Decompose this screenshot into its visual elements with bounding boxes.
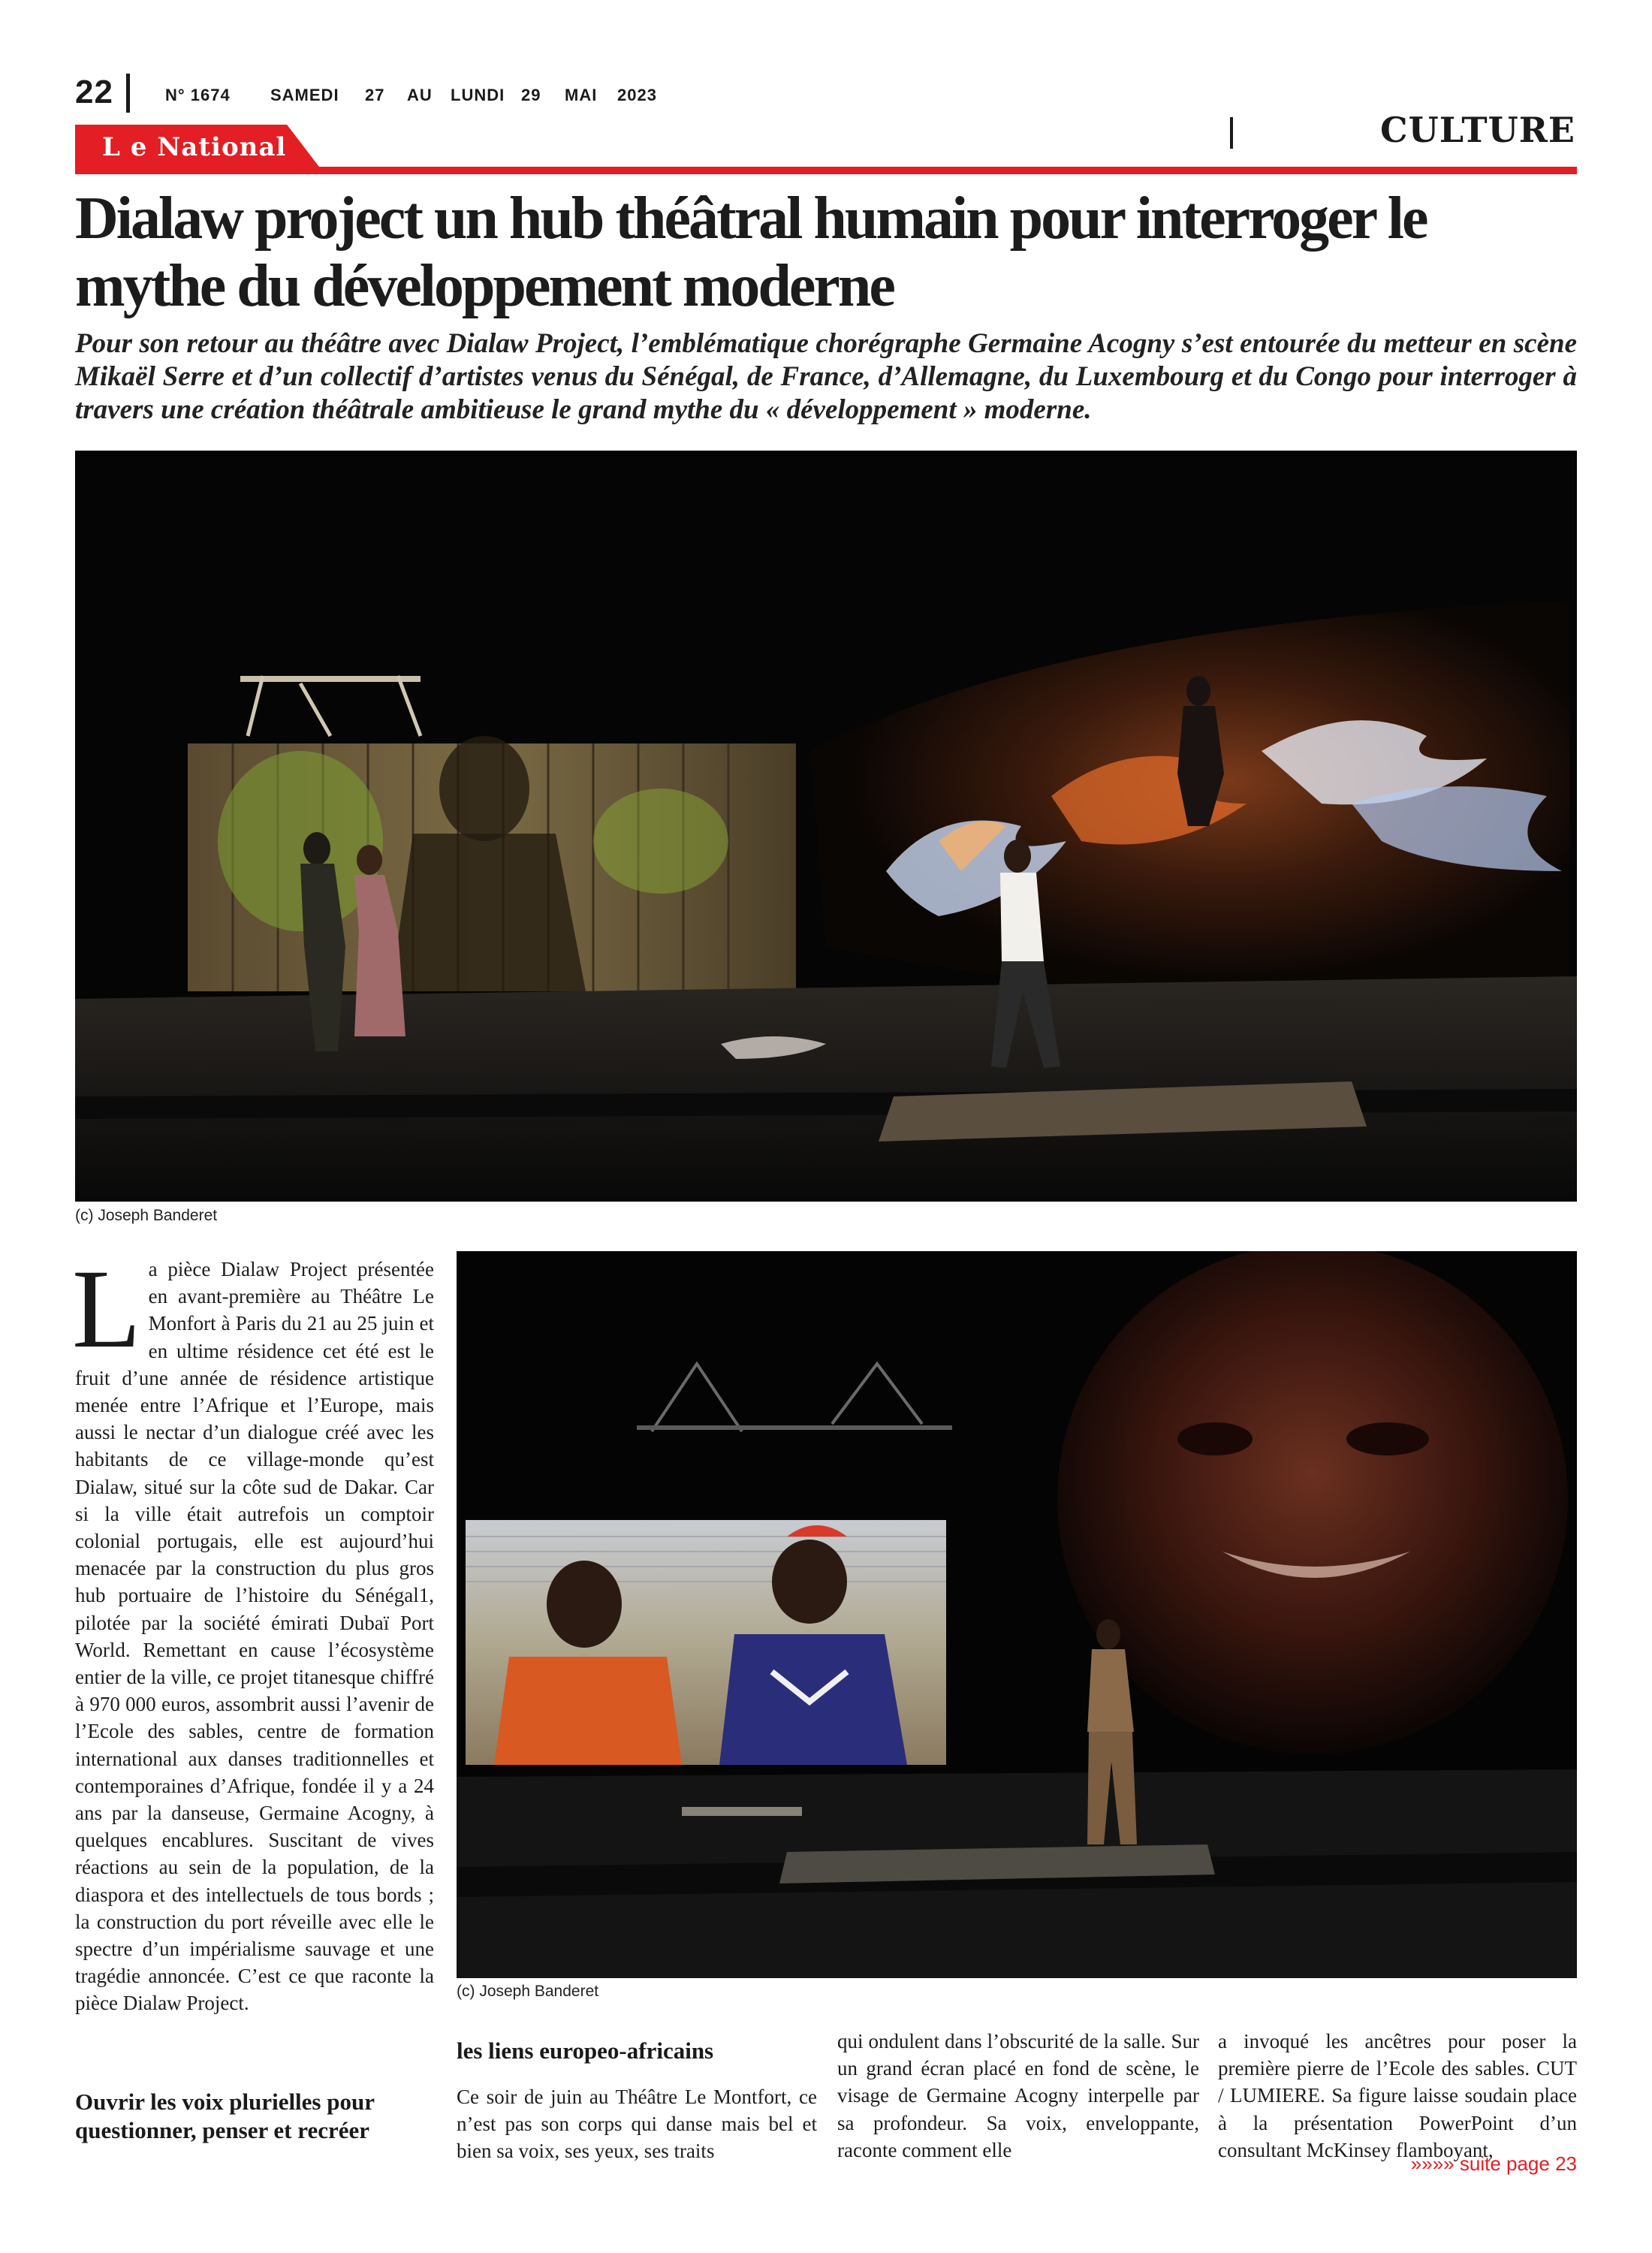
article-headline: Dialaw project un hub théâtral humain pour interroger le mythe du développement moderne — [75, 185, 1427, 319]
header-rule — [75, 167, 1577, 174]
page-number: 22 — [75, 74, 113, 110]
issue-day-start: SAMEDI — [270, 86, 339, 104]
subheading-2: les liens europeo-africains — [457, 2037, 714, 2064]
section-title: CULTURE — [1380, 110, 1575, 150]
photo2-caption: (c) Joseph Banderet — [457, 1983, 599, 2000]
section-divider — [1230, 117, 1233, 149]
issue-date-start: 27 — [365, 86, 385, 104]
issue-date-end: 29 — [521, 86, 541, 104]
issue-number: N° 1674 — [165, 86, 231, 104]
issue-day-end: LUNDI — [451, 86, 505, 104]
issue-month: MAI — [565, 86, 598, 104]
article-lede: Pour son retour au théâtre avec Dialaw Project, l’emblématique chorégraphe Germaine Acogny s’est entourée du metteur en scène Mikaël Serre et d’un collectif d’artistes venus du Sénégal, de France, d’Allemagne, du Luxembourg et du Congo pour interroger à travers une création théâtrale ambitieuse le grand mythe du « développement » moderne. — [75, 328, 1577, 425]
article-body-col1: a pièce Dialaw Project présentée en avant-première au Théâtre Le Monfort à Paris du 21 au 25 juin et en ultime résidence cet été est le fruit d’une année de résidence artistique menée entre l’Afrique et l’Europe, mais aussi le nectar d’un dialogue créé avec les habitants de ce village-monde qu’est Dialaw, situé sur la côte sud de Dakar. Car si la ville était autrefois un comptoir colonial portugais, elle est aujourd’hui menacée par la construction du plus gros hub portuaire de l’histoire du Sénégal1, pilotée par la société émirati Dubaï Port World. Remettant en cause l’écosystème entier de la ville, ce projet titanesque chiffré à 970 000 euros, assombrit aussi l’avenir de l’Ecole des sables, centre de formation international aux danses traditionnelles et contemporaines d’Afrique, fondée il y a 24 ans par la danseuse, Germaine Acogny, à quelques encablures. Suscitant de vives réactions au sein de la population, de la diaspora et des intellectuels de tous bords ; la construction du port réveille avec elle le spectre d’un impérialisme sauvage et une tragédie annoncée. C’est ce que raconte la pièce Dialaw Project. — [75, 1258, 434, 2015]
article-body-col3: qui ondulent dans l’obscurité de la salle. Sur un grand écran placé en fond de scène, le visage de Germaine Acogny interpelle par sa profondeur. Sa voix, enveloppante, raconte comment elle — [837, 2030, 1199, 2161]
page-number-divider — [126, 74, 130, 113]
subheading-1: Ouvrir les voix plurielles pour questionner, penser et recréer — [75, 2089, 375, 2143]
stage-photo-screen — [457, 1251, 1577, 1978]
article-body-col4: a invoqué les ancêtres pour poser la première pierre de l’Ecole des sables. CUT / LUMIERE. Sa figure laisse soudain place à la présentation PowerPoint d’un consultant McKinsey flamboyant, — [1218, 2030, 1577, 2161]
article-dropcap: L — [72, 1247, 141, 1371]
continued-link[interactable]: »»»» suite page 23 — [1410, 2152, 1577, 2175]
stage-photo-fire — [75, 451, 1577, 1202]
article-body-col2: Ce soir de juin au Théâtre Le Montfort, ce n’est pas son corps qui danse mais bel et bien sa voix, ses yeux, ses traits — [457, 2086, 817, 2163]
issue-year: 2023 — [617, 86, 657, 104]
photo1-caption: (c) Joseph Banderet — [75, 1207, 218, 1224]
brand-name: L e National — [102, 132, 287, 162]
article-column-1 — [72, 1247, 434, 2017]
issue-date-au: AU — [407, 86, 433, 104]
